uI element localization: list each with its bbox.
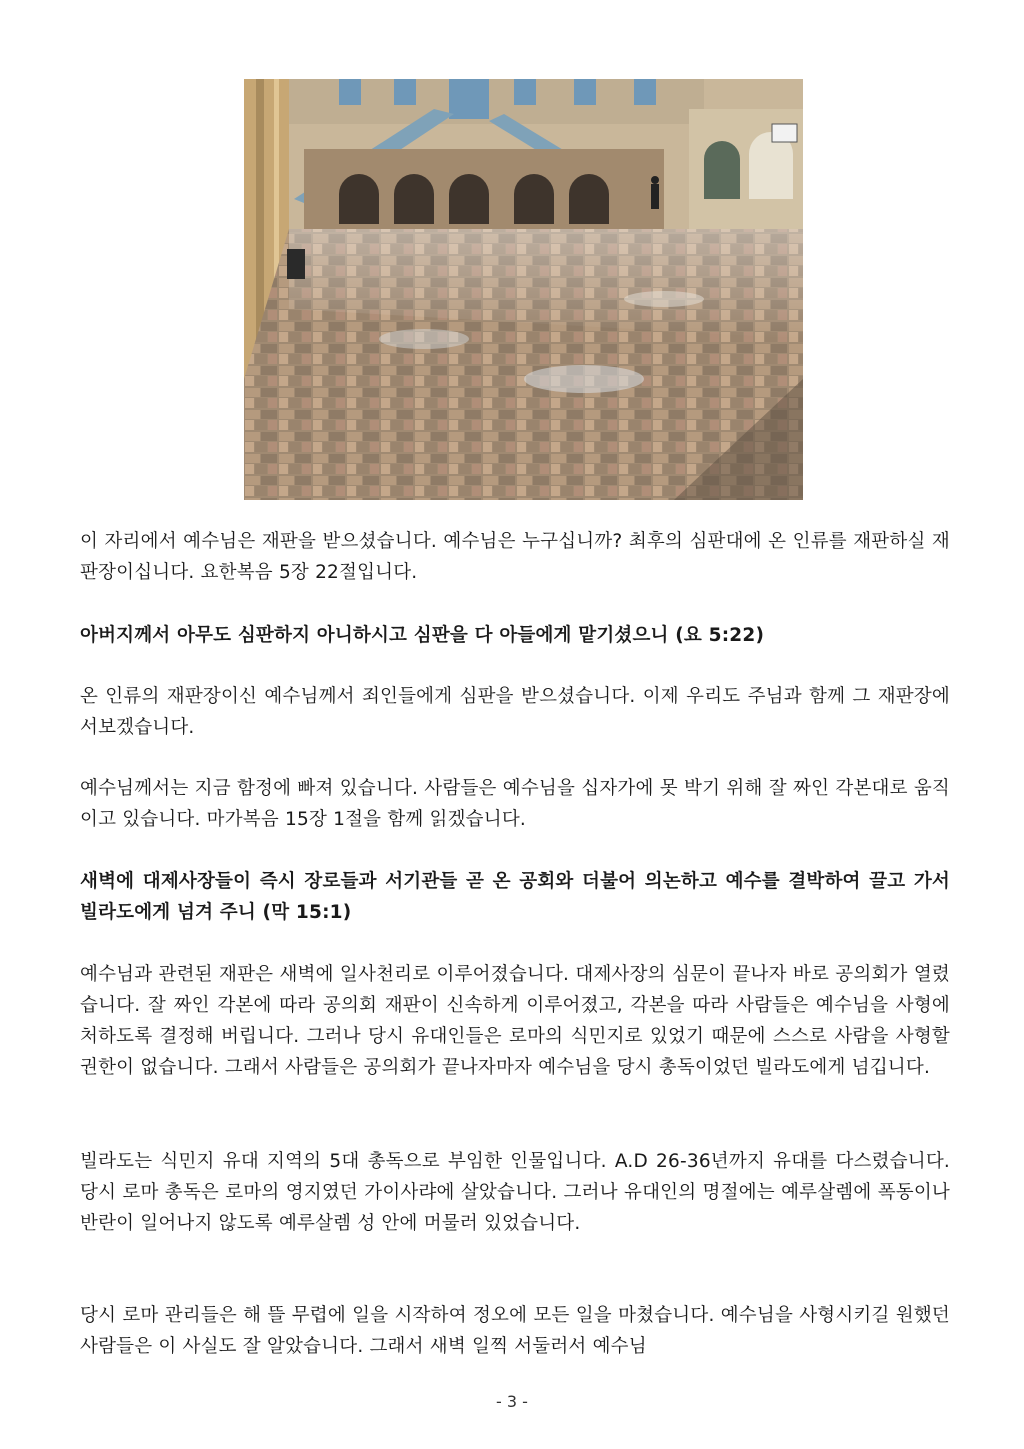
paragraph-1: 이 자리에서 예수님은 재판을 받으셨습니다. 예수님은 누구십니까? 최후의 심판대에 온 인류를 재판하실 재판장이십니다. 요한복음 5장 22절입니다.: [80, 531, 950, 583]
scripture-quote-mark-15-1: 새벽에 대제사장들이 즉시 장로들과 서기관들 곧 온 공회와 더불어 의논하고 예수를 결박하여 끌고 가서 빌라도에게 넘겨 주니 (막 15:1): [80, 871, 950, 923]
paragraph-5: 빌라도는 식민지 유대 지역의 5대 총독으로 부임한 인물입니다. A.D 26-36년까지 유대를 다스렸습니다. 당시 로마 총독은 로마의 영지였던 가이사랴에 살았습니다. 그러나 유대인의 명절에는 예루살렘에 폭동이나 반란이 일어나지 않도록 예루살렘 성 안에 머물러 있었습니다.: [80, 1151, 950, 1234]
page-number: - 3 -: [496, 1392, 528, 1411]
paragraph-4: 예수님과 관련된 재판은 새벽에 일사천리로 이루어졌습니다. 대제사장의 심문이 끝나자 바로 공의회가 열렸습니다. 잘 짜인 각본에 따라 공의회 재판이 신속하게 이루어졌고, 각본을 따라 사람들은 예수님을 사형에 처하도록 결정해 버립니다. 그러나 당시 유대인들은 로마의 식민지로 있었기 때문에 스스로 사람을 사형할 권한이 없습니다. 그래서 사람들은 공의회가 끝나자마자 예수님을 당시 총독이었던 빌라도에게 넘깁니다.: [80, 964, 950, 1078]
paragraph-3: 예수님께서는 지금 함정에 빠져 있습니다. 사람들은 예수님을 십자가에 못 박기 위해 잘 짜인 각본대로 움직이고 있습니다. 마가복음 15장 1절을 함께 읽겠습니다.: [80, 778, 950, 830]
paragraph-6: 당시 로마 관리들은 해 뜰 무렵에 일을 시작하여 정오에 모든 일을 마쳤습니다. 예수님을 사형시키길 원했던 사람들은 이 사실도 잘 알았습니다. 그래서 새벽 일찍 서둘러서 예수님: [80, 1305, 950, 1357]
courtyard-photo: [244, 79, 803, 500]
paragraph-2: 온 인류의 재판장이신 예수님께서 죄인들에게 심판을 받으셨습니다. 이제 우리도 주님과 함께 그 재판장에 서보겠습니다.: [80, 686, 950, 738]
scripture-quote-john-5-22: 아버지께서 아무도 심판하지 아니하시고 심판을 다 아들에게 맡기셨으니 (요 5:22): [80, 625, 765, 646]
